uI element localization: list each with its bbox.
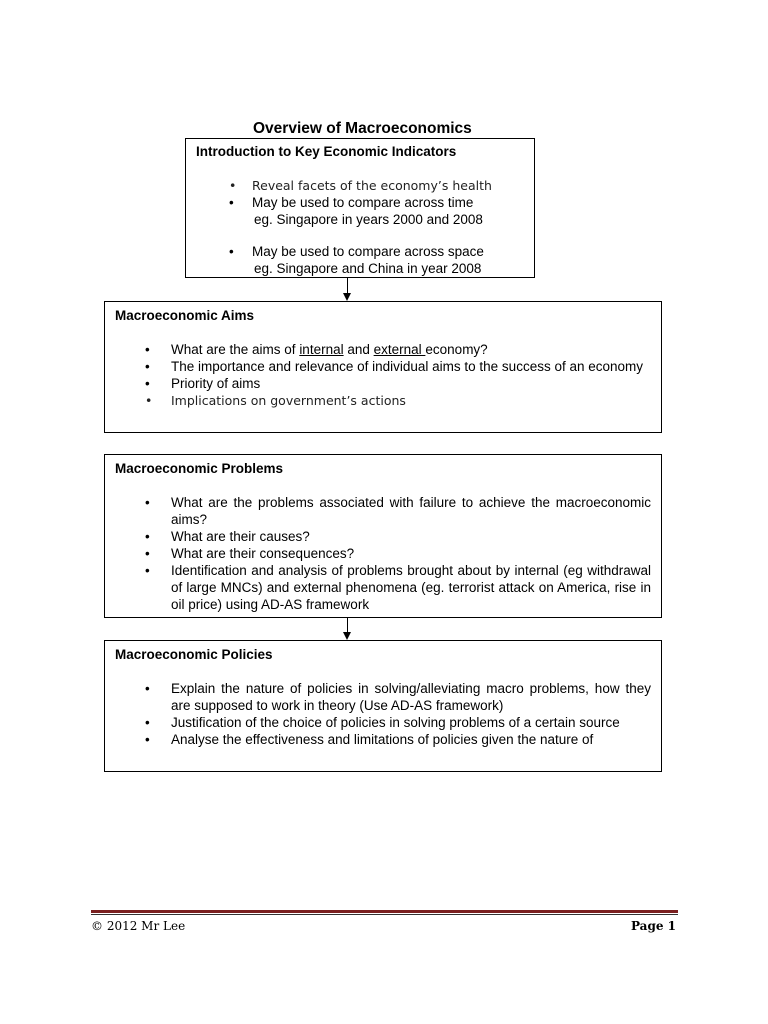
problems-box	[104, 454, 662, 618]
aims-text: and	[343, 342, 374, 357]
footer-rule-thin	[91, 914, 678, 915]
list-item: • Priority of aims	[115, 375, 651, 392]
aims-text: economy?	[425, 342, 488, 357]
policies-heading: Macroeconomic Policies	[115, 647, 273, 662]
list-item: • May be used to compare across space	[196, 243, 534, 260]
list-item: • What are their causes?	[115, 528, 651, 545]
list-item: • Justification of the choice of policies in solving problems of a certain source	[115, 714, 651, 731]
intro-list-2	[196, 243, 534, 260]
intro-example-space: eg. Singapore and China in year 2008	[254, 261, 482, 276]
list-item: • What are their consequences?	[115, 545, 651, 562]
list-item: • Reveal facets of the economy’s health	[196, 177, 534, 194]
page-number: Page 1	[630, 919, 676, 933]
policies-list	[115, 680, 651, 748]
problems-heading: Macroeconomic Problems	[115, 461, 284, 476]
aims-list	[115, 341, 651, 409]
aims-box	[104, 301, 662, 433]
aims-heading: Macroeconomic Aims	[115, 308, 255, 323]
list-item: • Identification and analysis of problems brought about by internal (eg withdrawal of large MNCs) and external phenomena (eg. terrorist attack on America, rise in oil price) using AD-AS framework	[115, 562, 651, 613]
list-item: • May be used to compare across time	[196, 194, 534, 211]
footer-rule-thick	[91, 910, 678, 913]
aims-internal: internal	[299, 342, 344, 357]
footer-rule	[91, 910, 678, 916]
policies-box	[104, 640, 662, 772]
intro-list	[196, 177, 534, 211]
list-item: • Implications on government’s actions	[115, 392, 651, 409]
list-item: • Explain the nature of policies in solving/alleviating macro problems, how they are supposed to work in theory (Use AD-AS framework)	[115, 680, 651, 714]
flow-arrow	[341, 278, 355, 301]
list-item: • The importance and relevance of individual aims to the success of an economy	[115, 358, 651, 375]
intro-box	[185, 138, 535, 278]
aims-text: What are the aims of	[171, 342, 300, 357]
list-item	[115, 341, 651, 358]
flow-arrow	[341, 618, 355, 640]
intro-heading: Introduction to Key Economic Indicators	[196, 144, 457, 159]
intro-example-time: eg. Singapore in years 2000 and 2008	[254, 212, 483, 227]
page-title: Overview of Macroeconomics	[253, 120, 472, 137]
list-item: • Analyse the effectiveness and limitations of policies given the nature of	[115, 731, 651, 748]
footer-copyright: © 2012 Mr Lee	[91, 919, 186, 933]
list-item: • What are the problems associated with failure to achieve the macroeconomic aims?	[115, 494, 651, 528]
problems-list	[115, 494, 651, 613]
aims-external: external	[373, 342, 426, 357]
